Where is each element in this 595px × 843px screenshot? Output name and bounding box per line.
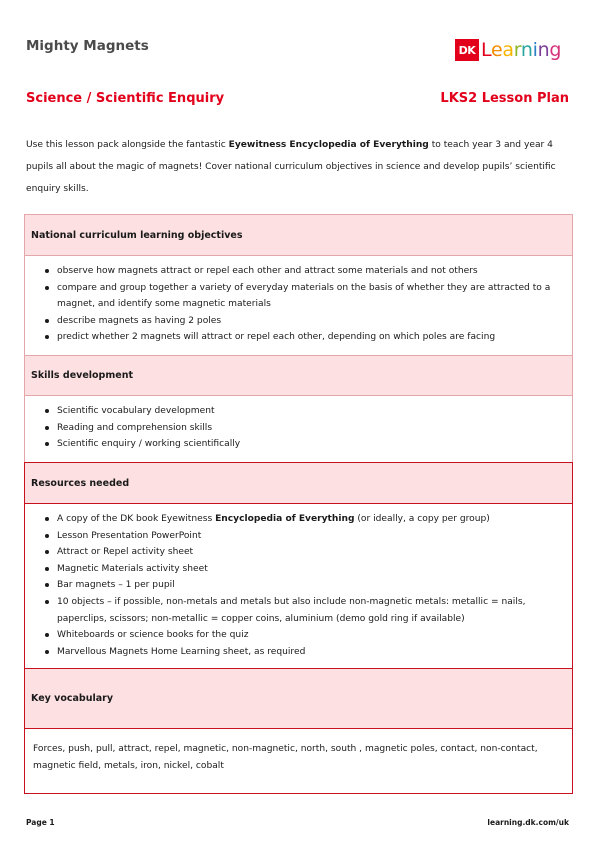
list-item: Scientific vocabulary development <box>43 403 572 420</box>
plan-label: LKS2 Lesson Plan <box>440 91 569 106</box>
list-item: Whiteboards or science books for the quiz <box>43 627 572 644</box>
skills-heading: Skills development <box>25 356 572 395</box>
intro-paragraph: Use this lesson pack alongside the fantastic Eyewitness Encyclopedia of Everything to teach year 3 and year 4 pupils all about the magic of magnets! Cover national curriculum objectives in science and develop pupils’ scientific enquiry skills. <box>26 140 556 194</box>
vocabulary-heading: Key vocabulary <box>25 669 572 728</box>
footer-url[interactable]: learning.dk.com/uk <box>487 818 569 827</box>
list-item: Lesson Presentation PowerPoint <box>43 528 572 545</box>
list-item: Scientific enquiry / working scientifically <box>43 436 572 453</box>
document-title: Mighty Magnets <box>26 38 149 54</box>
list-item: Reading and comprehension skills <box>43 420 572 437</box>
list-item: compare and group together a variety of everyday materials on the basis of whether they are attracted to a magnet, and identify some magnetic materials <box>43 280 572 313</box>
objectives-list <box>25 256 572 346</box>
skills-panel <box>24 355 573 464</box>
list-item: A copy of the DK book Eyewitness Encyclopedia of Everything (or ideally, a copy per group) <box>43 511 572 528</box>
list-item: 10 objects – if possible, non-metals and metals but also include non-magnetic metals: metallic = nails, paperclips, scissors; non-metallic = copper coins, aluminium (demo gold ring if available) <box>43 594 572 627</box>
objectives-heading: National curriculum learning objectives <box>25 215 572 255</box>
resources-list <box>25 504 572 660</box>
list-item: Bar magnets – 1 per pupil <box>43 577 572 594</box>
list-item: describe magnets as having 2 poles <box>43 313 572 330</box>
list-item: Marvellous Magnets Home Learning sheet, as required <box>43 644 572 661</box>
logo-wordmark: Learning <box>481 39 562 61</box>
list-item: Attract or Repel activity sheet <box>43 544 572 561</box>
list-item: observe how magnets attract or repel each other and attract some materials and not others <box>43 263 572 280</box>
list-item: Magnetic Materials activity sheet <box>43 561 572 578</box>
resources-heading: Resources needed <box>25 463 572 503</box>
dk-learning-logo <box>455 38 561 62</box>
page-number: Page 1 <box>26 818 55 827</box>
list-item: predict whether 2 magnets will attract or repel each other, depending on which poles are facing <box>43 329 572 346</box>
subject-heading: Science / Scientific Enquiry <box>26 91 225 106</box>
skills-list <box>25 396 572 453</box>
objectives-panel <box>24 214 573 357</box>
vocabulary-panel <box>24 668 573 794</box>
resources-panel <box>24 462 573 670</box>
dk-logo-box: DK <box>455 39 479 61</box>
vocabulary-text: Forces, push, pull, attract, repel, magnetic, non-magnetic, north, south , magnetic poles, contact, non-contact, magnetic field, metals, iron, nickel, cobalt <box>33 744 538 771</box>
